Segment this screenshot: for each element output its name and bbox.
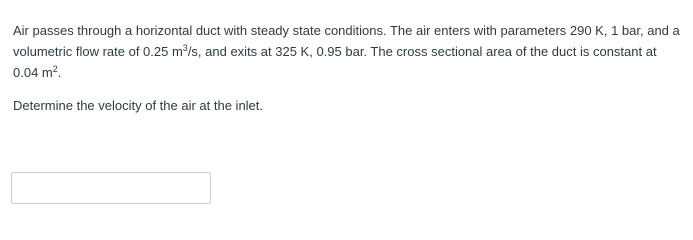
cubic-exponent: 3	[182, 43, 188, 53]
question-text-part-1: Air passes through a horizontal duct with steady state conditions. The air enters with parameters 290 K, 1 bar, and a volumetric flow rate of 0.25 m	[13, 23, 680, 59]
question-text-part-2: /s, and exits at 325 K, 0.95 bar. The cross sectional area of the duct is constant at 0.04 m	[13, 44, 657, 80]
question-text-part-3: .	[57, 65, 62, 80]
question-text	[13, 20, 681, 83]
square-exponent: 2	[52, 64, 58, 74]
question-prompt: Determine the velocity of the air at the inlet.	[13, 98, 264, 113]
answer-input[interactable]	[11, 172, 211, 204]
